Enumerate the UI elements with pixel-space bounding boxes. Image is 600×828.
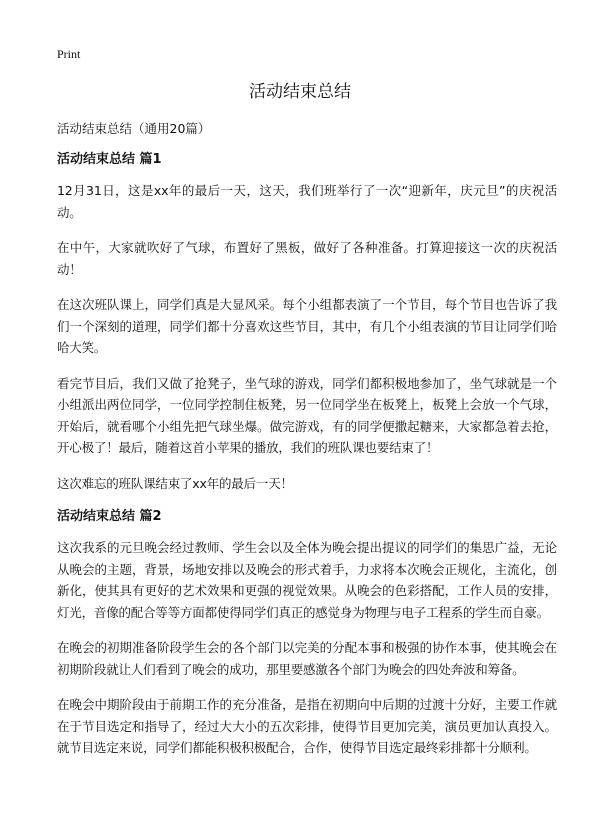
print-label: Print <box>57 47 81 61</box>
paragraph: 看完节目后，我们又做了抢凳子，坐气球的游戏，同学们都积极地参加了，坐气球就是一个小组派出两位同学，一位同学控制住板凳，另一位同学坐在板凳上，板凳上会放一个气球，开始后，就看哪个小组先把气球坐爆。做完游戏，有的同学便撒起糖来，大家都急着去抢，开心极了！最后，随着这首小苹果的播放，我们的班队课也要结束了！ <box>57 375 557 455</box>
paragraph: 在中午，大家就吹好了气球，布置好了黑板，做好了各种准备。打算迎接这一次的庆祝活动！ <box>57 240 557 277</box>
section-heading: 活动结束总结 篇2 <box>57 509 162 524</box>
section-heading: 活动结束总结 篇1 <box>57 152 162 167</box>
document-subtitle: 活动结束总结（通用20篇） <box>57 121 211 136</box>
paragraph: 在这次班队课上，同学们真是大显风采。每个小组都表演了一个节目，每个节目也告诉了我们一个深刻的道理，同学们都十分喜欢这些节目，其中，有几个小组表演的节目让同学们哈哈大笑。 <box>57 297 557 355</box>
section-1 <box>57 151 557 494</box>
paragraph: 这次我系的元旦晚会经过教师、学生会以及全体为晚会提出提议的同学们的集思广益，无论从晚会的主题，背景，场地安排以及晚会的形式着手，力求将本次晚会正规化，主流化，创新化，使其具有更好的艺术效果和更强的视觉效果。从晚会的色彩搭配，工作人员的安排，灯光，音像的配合等等方面都使得同学们真正的感觉身为物理与电子工程系的学生而自豪。 <box>57 540 557 620</box>
page-title: 活动结束总结 <box>249 82 351 102</box>
document-content <box>57 151 557 773</box>
paragraph: 在晚会的初期准备阶段学生会的各个部门以完美的分配本事和极强的协作本事，使其晚会在初期阶段就让人们看到了晚会的成功，那里要感激各个部门为晚会的四处奔波和筹备。 <box>57 640 557 677</box>
paragraph: 这次难忘的班队课结束了xx年的最后一天！ <box>57 475 293 491</box>
paragraph: 12月31日，这是xx年的最后一天，这天，我们班举行了一次“迎新年，庆元旦”的庆祝活动。 <box>57 183 557 220</box>
section-2 <box>57 508 557 759</box>
paragraph: 在晚会中期阶段由于前期工作的充分准备，是指在初期向中后期的过渡十分好，主要工作就在于节目选定和指导了，经过大大小的五次彩排，使得节目更加完美，演员更加认真投入。就节目选定来说，同学们都能积极积极配合，合作，使得节目选定最终彩排都十分顺利。 <box>57 697 557 755</box>
